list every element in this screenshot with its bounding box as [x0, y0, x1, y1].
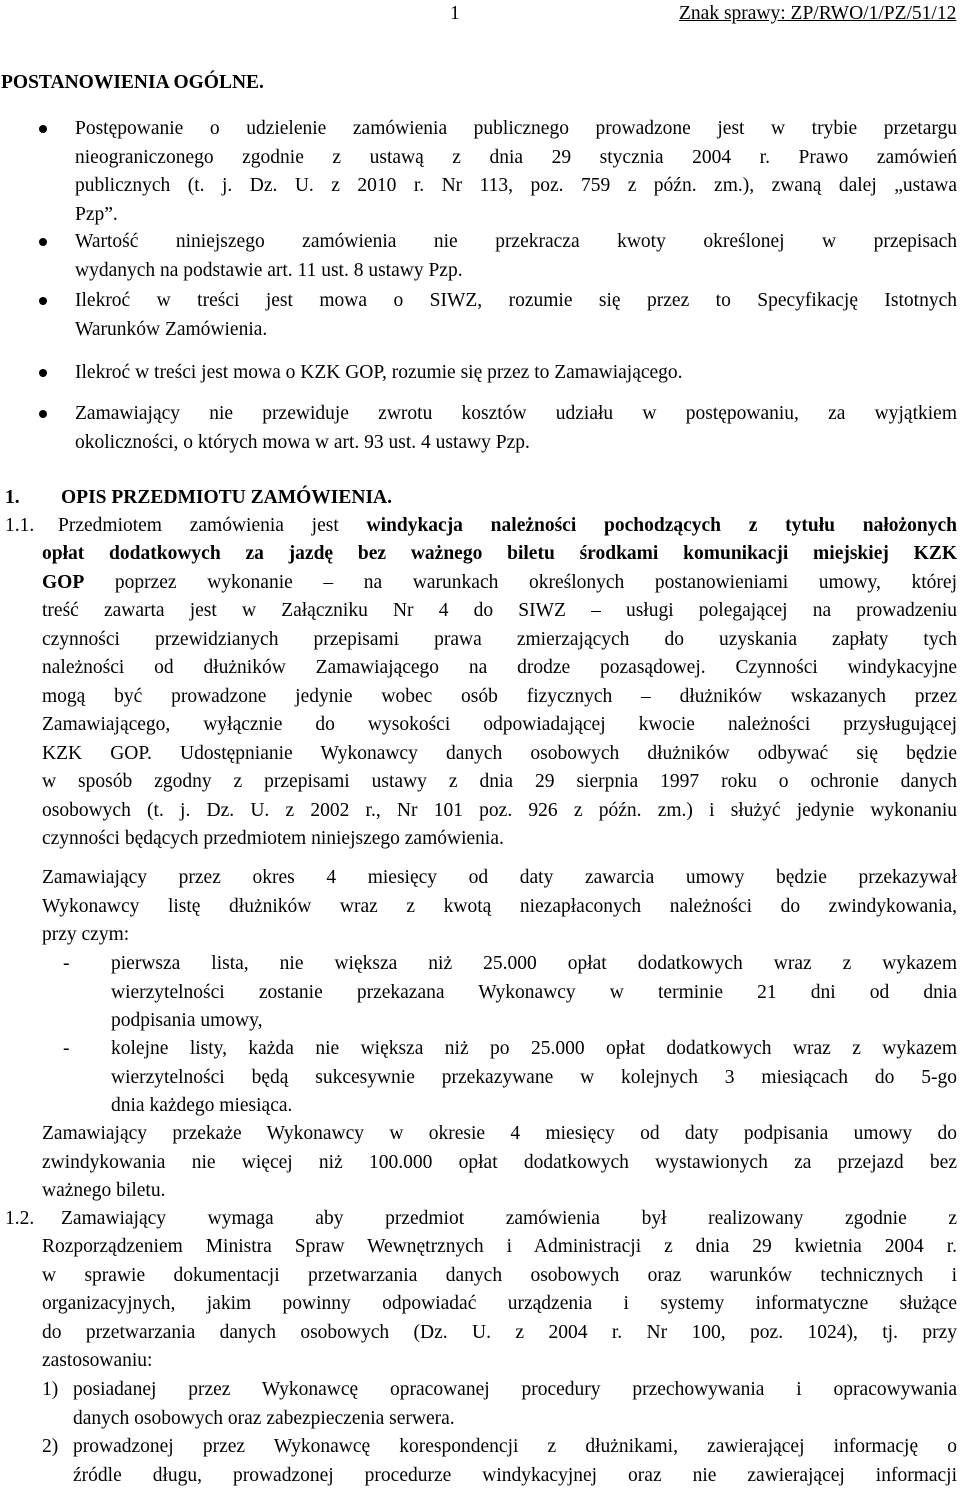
bullet-item [75, 287, 957, 344]
text-line: okoliczności, o których mowa w art. 93 ust. 4 ustawy Pzp. [75, 429, 957, 458]
text-line: mogą być prowadzone jedynie wobec osób fizycznych – dłużników wskazanych przez [42, 683, 957, 712]
bullet-dot [39, 369, 47, 377]
text-line: zastosowaniu: [42, 1347, 957, 1376]
page-number: 1 [450, 0, 460, 29]
text-line: Zamawiający przekaże Wykonawcy w okresie 4 miesięcy od daty podpisania umowy do [42, 1120, 957, 1149]
text-line [42, 540, 957, 569]
text-line: Wartość niniejszego zamówienia nie przekracza kwoty określonej w przepisach [75, 228, 957, 257]
paragraph-1-2 [42, 1233, 957, 1376]
bold-span: opłat dodatkowych za jazdę bez ważnego biletu środkami komunikacji miejskiej KZK [42, 543, 957, 564]
dash-item [111, 950, 957, 1036]
text-line: Pzp”. [75, 201, 957, 230]
text-line: ważnego biletu. [42, 1177, 957, 1206]
text-span: poprzez wykonanie – na warunkach określonych postanowieniami umowy, której [84, 572, 957, 593]
bullet-dot [39, 297, 47, 305]
text-line: Zamawiającego, wyłącznie do wysokości odpowiadającej kwocie należności przysługującej [42, 711, 957, 740]
text-line: dnia każdego miesiąca. [111, 1092, 957, 1121]
text-line: organizacyjnych, jakim powinny odpowiadać urządzenia i systemy informatyczne służące [42, 1290, 957, 1319]
text-line: zwindykowania nie więcej niż 100.000 opłat dodatkowych wystawionych za przejazd bez [42, 1149, 957, 1178]
paragraph-limit [42, 1120, 957, 1206]
text-line: kolejne listy, każda nie większa niż po 25.000 opłat dodatkowych wraz z wykazem [111, 1035, 957, 1064]
bullet-dot [39, 410, 47, 418]
bullet-item [75, 115, 957, 229]
bullet-dot [39, 125, 47, 133]
text-line: Ilekroć w treści jest mowa o SIWZ, rozumie się przez to Specyfikację Istotnych [75, 287, 957, 316]
bold-span: GOP [42, 572, 84, 593]
text-line: Ilekroć w treści jest mowa o KZK GOP, rozumie się przez to Zamawiającego. [75, 359, 957, 388]
text-line: w sprawie dokumentacji przetwarzania danych osobowych oraz warunków technicznych i [42, 1262, 957, 1291]
dash-marker: - [63, 950, 70, 979]
text-line: publicznych (t. j. Dz. U. z 2010 r. Nr 113, poz. 759 z późn. zm.), zwaną dalej „ustawa [75, 172, 957, 201]
general-title: POSTANOWIENIA OGÓLNE. [1, 69, 264, 98]
bullet-item [75, 228, 957, 285]
paragraph-number: 1.1. [5, 512, 34, 541]
paragraph-line-first [58, 512, 957, 541]
text-line: czynności będących przedmiotem niniejszego zamówienia. [42, 825, 957, 854]
section-title: OPIS PRZEDMIOTU ZAMÓWIENIA. [61, 484, 392, 513]
text-line: czynności przewidzianych przepisami prawa zmierzających do uzyskania zapłaty tych [42, 626, 957, 655]
text-line: nieograniczonego zgodnie z ustawą z dnia 29 stycznia 2004 r. Prawo zamówień [75, 144, 957, 173]
text-line: wydanych na podstawie art. 11 ust. 8 ustawy Pzp. [75, 257, 957, 286]
text-line: Zamawiający nie przewiduje zwrotu kosztów udziału w postępowaniu, za wyjątkiem [75, 400, 957, 429]
text-line: danych osobowych oraz zabezpieczenia serwera. [73, 1405, 957, 1434]
case-sign: Znak sprawy: ZP/RWO/1/PZ/51/12 [679, 0, 956, 29]
text-line: osobowych (t. j. Dz. U. z 2002 r., Nr 101 poz. 926 z późn. zm.) i służyć jedynie wykonaniu [42, 797, 957, 826]
bullet-dot [39, 238, 47, 246]
text-line: Postępowanie o udzielenie zamówienia publicznego prowadzone jest w trybie przetargu [75, 115, 957, 144]
paragraph-line-first [61, 1205, 957, 1234]
dash-item [111, 1035, 957, 1121]
list-number: 2) [42, 1433, 58, 1462]
bold-span: windykacja należności pochodzących z tytułu nałożonych [367, 515, 958, 536]
section-number: 1. [5, 484, 20, 513]
text-line [42, 569, 957, 598]
text-line: podpisania umowy, [111, 1007, 957, 1036]
numbered-item [73, 1376, 957, 1433]
text-line: treść zawarta jest w Załączniku Nr 4 do SIWZ – usługi polegającej na prowadzeniu [42, 597, 957, 626]
text-line: Warunków Zamówienia. [75, 316, 957, 345]
paragraph-1-1 [42, 540, 957, 854]
text-line: Rozporządzeniem Ministra Spraw Wewnętrznych i Administracji z dnia 29 kwietnia 2004 r. [42, 1233, 957, 1262]
text-line: wierzytelności będą sukcesywnie przekazywane w kolejnych 3 miesiącach do 5-go [111, 1064, 957, 1093]
text-line: pierwsza lista, nie większa niż 25.000 opłat dodatkowych wraz z wykazem [111, 950, 957, 979]
list-number: 1) [42, 1376, 58, 1405]
text-line: należności od dłużników Zamawiającego na drodze pozasądowej. Czynności windykacyjne [42, 654, 957, 683]
text-line: posiadanej przez Wykonawcę opracowanej procedury przechowywania i opracowywania [73, 1376, 957, 1405]
text-line: prowadzonej przez Wykonawcę korespondencji z dłużnikami, zawierającej informację o [73, 1433, 957, 1462]
text-line: źródle długu, prowadzonej procedurze windykacyjnej oraz nie zawierającej informacji [73, 1462, 957, 1490]
paragraph-transfer [42, 864, 957, 950]
text-line: Zamawiający przez okres 4 miesięcy od daty zawarcia umowy będzie przekazywał [42, 864, 957, 893]
text-line: wierzytelności zostanie przekazana Wykonawcy w terminie 21 dni od dnia [111, 979, 957, 1008]
text-line [58, 512, 957, 541]
bullet-item [75, 400, 957, 457]
text-line: przy czym: [42, 921, 957, 950]
text-line: do przetwarzania danych osobowych (Dz. U. z 2004 r. Nr 100, poz. 1024), tj. przy [42, 1319, 957, 1348]
text-line: Zamawiający wymaga aby przedmiot zamówienia był realizowany zgodnie z [61, 1205, 957, 1234]
numbered-item [73, 1433, 957, 1490]
text-span: Przedmiotem zamówienia jest [58, 515, 367, 536]
dash-marker: - [63, 1035, 70, 1064]
paragraph-number: 1.2. [5, 1205, 34, 1234]
text-line: KZK GOP. Udostępnianie Wykonawcy danych osobowych dłużników odbywać się będzie [42, 740, 957, 769]
text-line: w sposób zgodny z przepisami ustawy z dnia 29 sierpnia 1997 roku o ochronie danych [42, 768, 957, 797]
text-line: Wykonawcy listę dłużników wraz z kwotą niezapłaconych należności do zwindykowania, [42, 893, 957, 922]
bullet-item [75, 359, 957, 388]
